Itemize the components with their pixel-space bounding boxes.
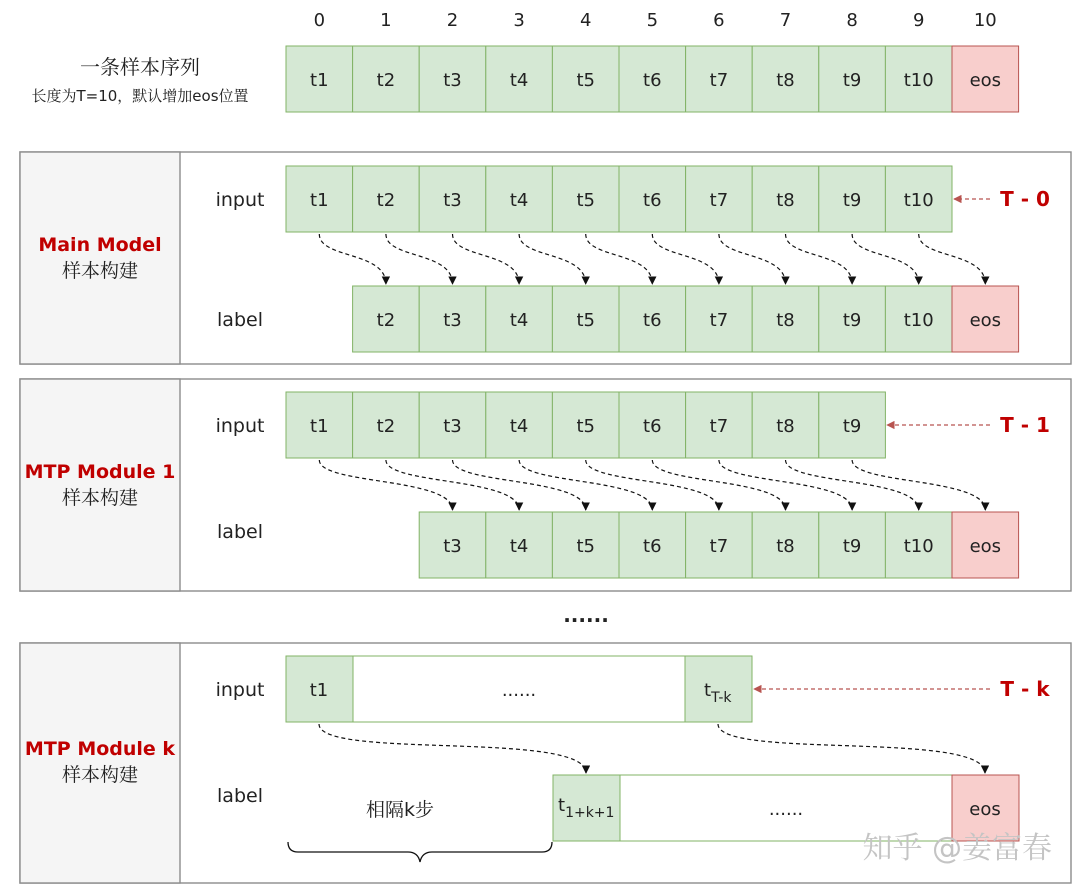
mtp1-input-text-1: t2	[376, 416, 396, 437]
main-label-text-6: t8	[776, 310, 795, 331]
mtp1-label-text-6: t9	[842, 536, 862, 557]
index-label-3: 3	[513, 10, 525, 31]
mtpk-label-label: label	[217, 785, 263, 807]
mtp1-panel	[20, 379, 1071, 591]
main-label-text-8: t10	[903, 310, 934, 331]
mtp1-label-text-8: eos	[969, 536, 1002, 557]
mtp1-input-row	[286, 392, 885, 458]
main-label-text-7: t9	[842, 310, 862, 331]
mtp1-label-text-2: t5	[576, 536, 595, 557]
index-label-0: 0	[313, 10, 326, 31]
main-model-subtitle: 样本构建	[61, 260, 139, 282]
mtpk-input-last-sub: T-k	[711, 690, 732, 706]
header-token-text-10: eos	[969, 70, 1002, 91]
main-label-text-0: t2	[376, 310, 396, 331]
header-token-text-5: t6	[643, 70, 662, 91]
mtp1-label-text-3: t6	[643, 536, 662, 557]
mtp1-input-text-7: t8	[776, 416, 795, 437]
main-input-text-7: t8	[776, 190, 795, 211]
mtpk-panel-side	[20, 643, 180, 883]
mtp1-label-text-0: t3	[443, 536, 462, 557]
mtp1-input-text-3: t4	[509, 416, 529, 437]
index-label-5: 5	[646, 10, 659, 31]
panel-ellipsis: ......	[563, 603, 609, 627]
main-label-label: label	[217, 309, 263, 331]
main-label-text-9: eos	[969, 310, 1002, 331]
mtp1-input-text-6: t7	[709, 416, 729, 437]
main-label-row	[353, 286, 1019, 352]
mtpk-title: MTP Module k	[24, 738, 176, 760]
header-token-text-4: t5	[576, 70, 595, 91]
mtp1-label-text-5: t8	[776, 536, 795, 557]
main-input-text-8: t9	[842, 190, 862, 211]
header-token-text-2: t3	[443, 70, 462, 91]
mtp1-panel-side	[20, 379, 180, 591]
main-model-title: Main Model	[38, 234, 162, 256]
mtp1-title: MTP Module 1	[24, 461, 176, 483]
index-label-10: 10	[973, 10, 997, 31]
watermark: 知乎 @姜富春	[862, 831, 1052, 866]
mtp1-label-text-4: t7	[709, 536, 729, 557]
main-input-label: input	[215, 189, 265, 211]
mtp1-input-text-0: t1	[310, 416, 329, 437]
main-model-panel	[20, 152, 1071, 364]
main-input-text-3: t4	[509, 190, 529, 211]
main-input-text-0: t1	[310, 190, 329, 211]
mtp1-marker: T - 1	[1000, 413, 1050, 437]
mtp1-input-label: input	[215, 415, 265, 437]
mtpk-gap-text: 相隔k步	[365, 799, 435, 821]
header-title: 一条样本序列	[80, 55, 200, 79]
mtp1-input-text-8: t9	[842, 416, 862, 437]
mtp1-label-text-7: t10	[903, 536, 934, 557]
main-label-text-5: t7	[709, 310, 729, 331]
mtp1-input-text-4: t5	[576, 416, 595, 437]
header-token-text-1: t2	[376, 70, 396, 91]
mtpk-marker: T - k	[1000, 677, 1050, 701]
mtpk-label-first-sub: 1+k+1	[565, 805, 615, 821]
mtp1-input-text-2: t3	[443, 416, 462, 437]
mtpk-subtitle: 样本构建	[61, 764, 139, 786]
header-token-text-0: t1	[310, 70, 329, 91]
header-sequence	[286, 46, 1019, 112]
mtpk-input-first-text: t1	[309, 680, 329, 701]
main-label-text-1: t3	[443, 310, 462, 331]
mtp1-label-label: label	[217, 521, 263, 543]
main-input-row	[286, 166, 952, 232]
mtp1-subtitle: 样本构建	[61, 487, 139, 509]
mtp1-input-text-5: t6	[643, 416, 662, 437]
main-label-text-3: t5	[576, 310, 595, 331]
header-token-text-3: t4	[509, 70, 529, 91]
main-panel-side	[20, 152, 180, 364]
mtpk-input-last-cell	[685, 656, 752, 722]
index-label-6: 6	[713, 10, 725, 31]
main-input-text-4: t5	[576, 190, 595, 211]
mtpk-input-last-base: t	[704, 680, 712, 701]
main-input-text-5: t6	[643, 190, 662, 211]
header-token-text-9: t10	[903, 70, 934, 91]
index-label-1: 1	[380, 10, 392, 31]
header-token-text-7: t8	[776, 70, 795, 91]
main-label-text-4: t6	[643, 310, 662, 331]
main-marker: T - 0	[1000, 187, 1050, 211]
index-label-9: 9	[912, 10, 925, 31]
index-label-4: 4	[579, 10, 592, 31]
main-input-text-9: t10	[903, 190, 934, 211]
mtpk-input-middle-text: ......	[501, 680, 537, 701]
mtp1-label-text-1: t4	[509, 536, 529, 557]
main-input-text-2: t3	[443, 190, 462, 211]
header-subtitle: 长度为T=10，默认增加eos位置	[31, 87, 249, 105]
mtpk-label-first-base: t	[558, 795, 566, 816]
mtpk-label-eos-text: eos	[969, 799, 1001, 820]
mtpk-input-label: input	[215, 679, 265, 701]
main-label-text-2: t4	[509, 310, 529, 331]
main-input-text-6: t7	[709, 190, 729, 211]
main-input-text-1: t2	[376, 190, 396, 211]
index-label-8: 8	[846, 10, 858, 31]
header-indices	[314, 10, 997, 31]
mtp1-label-row	[419, 512, 1018, 578]
index-label-2: 2	[446, 10, 459, 31]
header-token-text-8: t9	[842, 70, 862, 91]
header-token-text-6: t7	[709, 70, 729, 91]
mtpk-label-middle-text: ......	[768, 799, 804, 820]
index-label-7: 7	[779, 10, 792, 31]
